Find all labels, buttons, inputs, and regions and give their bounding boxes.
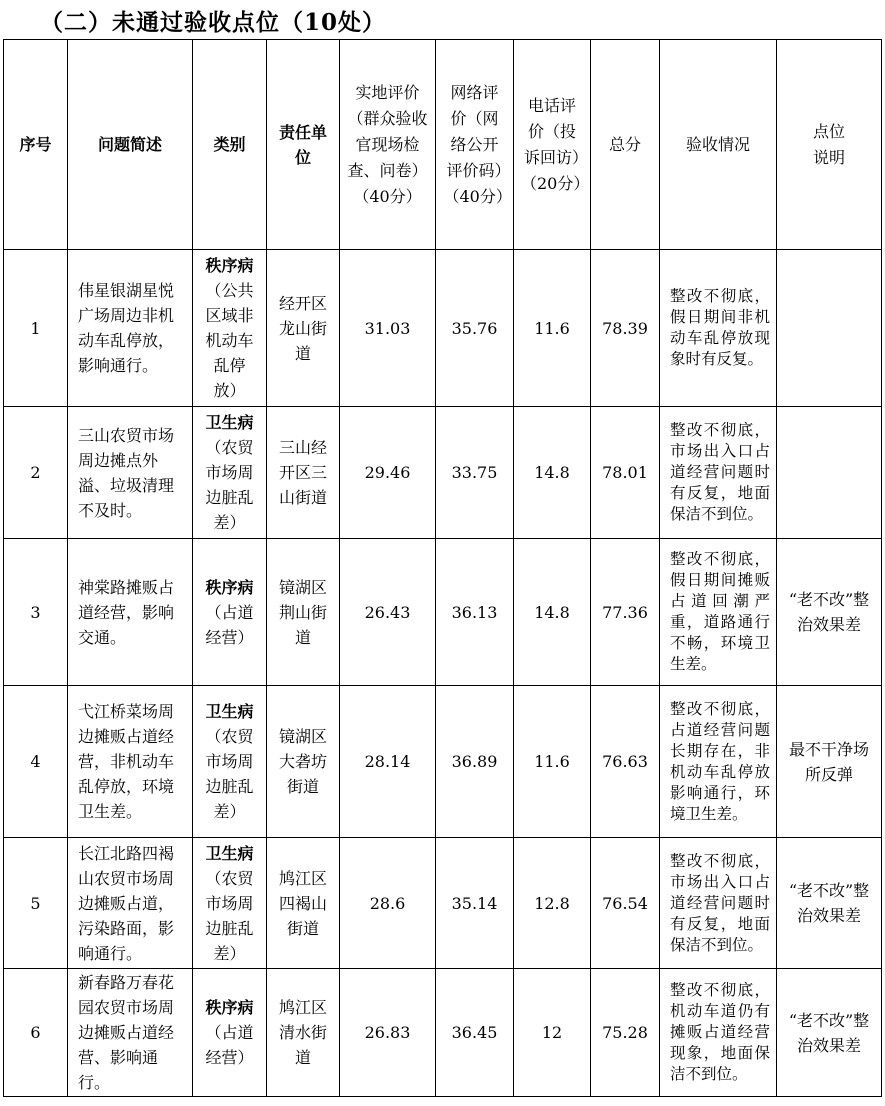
row-unit: 经开区龙山街道 (267, 250, 340, 407)
row-problem: 三山农贸市场周边摊点外溢、垃圾清理不及时。 (68, 407, 193, 539)
row-problem: 弋江桥菜场周边摊贩占道经营，非机动车乱停放，环境卫生差。 (68, 686, 193, 838)
row-problem: 伟星银湖星悦广场周边非机动车乱停放，影响通行。 (68, 250, 193, 407)
header-note: 点位说明 (777, 40, 882, 250)
row-seq: 2 (4, 407, 68, 539)
table-row (4, 407, 882, 539)
header-problem: 问题简述 (68, 40, 193, 250)
row-total-score: 78.01 (591, 407, 660, 539)
row-acceptance: 整改不彻底，占道经营问题长期存在，非机动车乱停放影响通行，环境卫生差。 (660, 686, 777, 838)
row-seq: 6 (4, 969, 68, 1097)
row-problem: 神棠路摊贩占道经营，影响交通。 (68, 539, 193, 686)
row-field-score: 26.83 (340, 969, 436, 1097)
header-net-eval: 网络评价（网络公开评价码）（40分） (436, 40, 514, 250)
category-head: 秩序病 (205, 256, 254, 275)
row-acceptance: 整改不彻底，市场出入口占道经营问题时有反复，地面保洁不到位。 (660, 838, 777, 969)
category-head: 卫生病 (205, 413, 254, 432)
row-category (193, 969, 267, 1097)
row-problem: 新春路万春花园农贸市场周边摊贩占道经营、影响通行。 (68, 969, 193, 1097)
row-unit: 鸠江区四褐山街道 (267, 838, 340, 969)
row-category (193, 686, 267, 838)
row-unit: 镜湖区大砻坊街道 (267, 686, 340, 838)
row-category (193, 407, 267, 539)
row-unit: 镜湖区荆山街道 (267, 539, 340, 686)
table-row (4, 686, 882, 838)
row-net-score: 36.13 (436, 539, 514, 686)
row-phone-score: 11.6 (514, 250, 591, 407)
row-total-score: 78.39 (591, 250, 660, 407)
row-acceptance: 整改不彻底，市场出入口占道经营问题时有反复，地面保洁不到位。 (660, 407, 777, 539)
row-phone-score: 12 (514, 969, 591, 1097)
category-head: 卫生病 (205, 843, 254, 863)
category-detail: （占道经营） (205, 602, 254, 647)
row-unit: 鸠江区清水街道 (267, 969, 340, 1097)
row-field-score: 26.43 (340, 539, 436, 686)
row-note: “老不改”整治效果差 (777, 969, 882, 1097)
row-field-score: 28.6 (340, 838, 436, 969)
row-field-score: 29.46 (340, 407, 436, 539)
table-row (4, 250, 882, 407)
category-detail: （占道经营） (205, 1023, 254, 1067)
header-total: 总分 (591, 40, 660, 250)
category-head: 秩序病 (205, 998, 254, 1017)
failed-sites-table (3, 39, 882, 1097)
row-field-score: 28.14 (340, 686, 436, 838)
table-header-row (4, 40, 882, 250)
header-seq: 序号 (4, 40, 68, 250)
row-field-score: 31.03 (340, 250, 436, 407)
header-acceptance: 验收情况 (660, 40, 777, 250)
table-row (4, 838, 882, 969)
row-acceptance: 整改不彻底，机动车道仍有摊贩占道经营现象，地面保洁不到位。 (660, 969, 777, 1097)
row-note: “老不改”整治效果差 (777, 539, 882, 686)
row-category (193, 250, 267, 407)
row-net-score: 36.45 (436, 969, 514, 1097)
row-net-score: 36.89 (436, 686, 514, 838)
row-acceptance: 整改不彻底，假日期间摊贩占道回潮严重，道路通行不畅，环境卫生差。 (660, 539, 777, 686)
row-note (777, 407, 882, 539)
row-unit: 三山经开区三山街道 (267, 407, 340, 539)
row-note: 最不干净场所反弹 (777, 686, 882, 838)
category-detail: （公共区域非机动车乱停放） (205, 281, 254, 400)
row-seq: 5 (4, 838, 68, 969)
row-category (193, 838, 267, 969)
row-acceptance: 整改不彻底，假日期间非机动车乱停放现象时有反复。 (660, 250, 777, 407)
row-net-score: 35.14 (436, 838, 514, 969)
category-head: 卫生病 (205, 702, 254, 721)
category-detail: （农贸市场周边脏乱差） (205, 727, 254, 821)
table-row (4, 969, 882, 1097)
row-total-score: 75.28 (591, 969, 660, 1097)
row-seq: 1 (4, 250, 68, 407)
table-row (4, 539, 882, 686)
row-total-score: 76.54 (591, 838, 660, 969)
row-phone-score: 14.8 (514, 539, 591, 686)
header-category: 类别 (193, 40, 267, 250)
row-note (777, 250, 882, 407)
row-phone-score: 11.6 (514, 686, 591, 838)
row-phone-score: 14.8 (514, 407, 591, 539)
row-note: “老不改”整治效果差 (777, 838, 882, 969)
row-phone-score: 12.8 (514, 838, 591, 969)
row-total-score: 76.63 (591, 686, 660, 838)
category-head: 秩序病 (205, 577, 254, 597)
row-category (193, 539, 267, 686)
category-detail: （农贸市场周边脏乱差） (205, 438, 254, 532)
row-seq: 3 (4, 539, 68, 686)
row-seq: 4 (4, 686, 68, 838)
category-detail: （农贸市场周边脏乱差） (205, 868, 254, 963)
header-phone-eval: 电话评价（投诉回访）（20分） (514, 40, 591, 250)
header-unit: 责任单位 (267, 40, 340, 250)
row-net-score: 35.76 (436, 250, 514, 407)
row-problem: 长江北路四褐山农贸市场周边摊贩占道，污染路面，影响通行。 (68, 838, 193, 969)
section-heading: （二）未通过验收点位（10处） (40, 9, 387, 36)
row-total-score: 77.36 (591, 539, 660, 686)
header-field-eval: 实地评价（群众验收官现场检查、问卷）（40分） (340, 40, 436, 250)
row-net-score: 33.75 (436, 407, 514, 539)
